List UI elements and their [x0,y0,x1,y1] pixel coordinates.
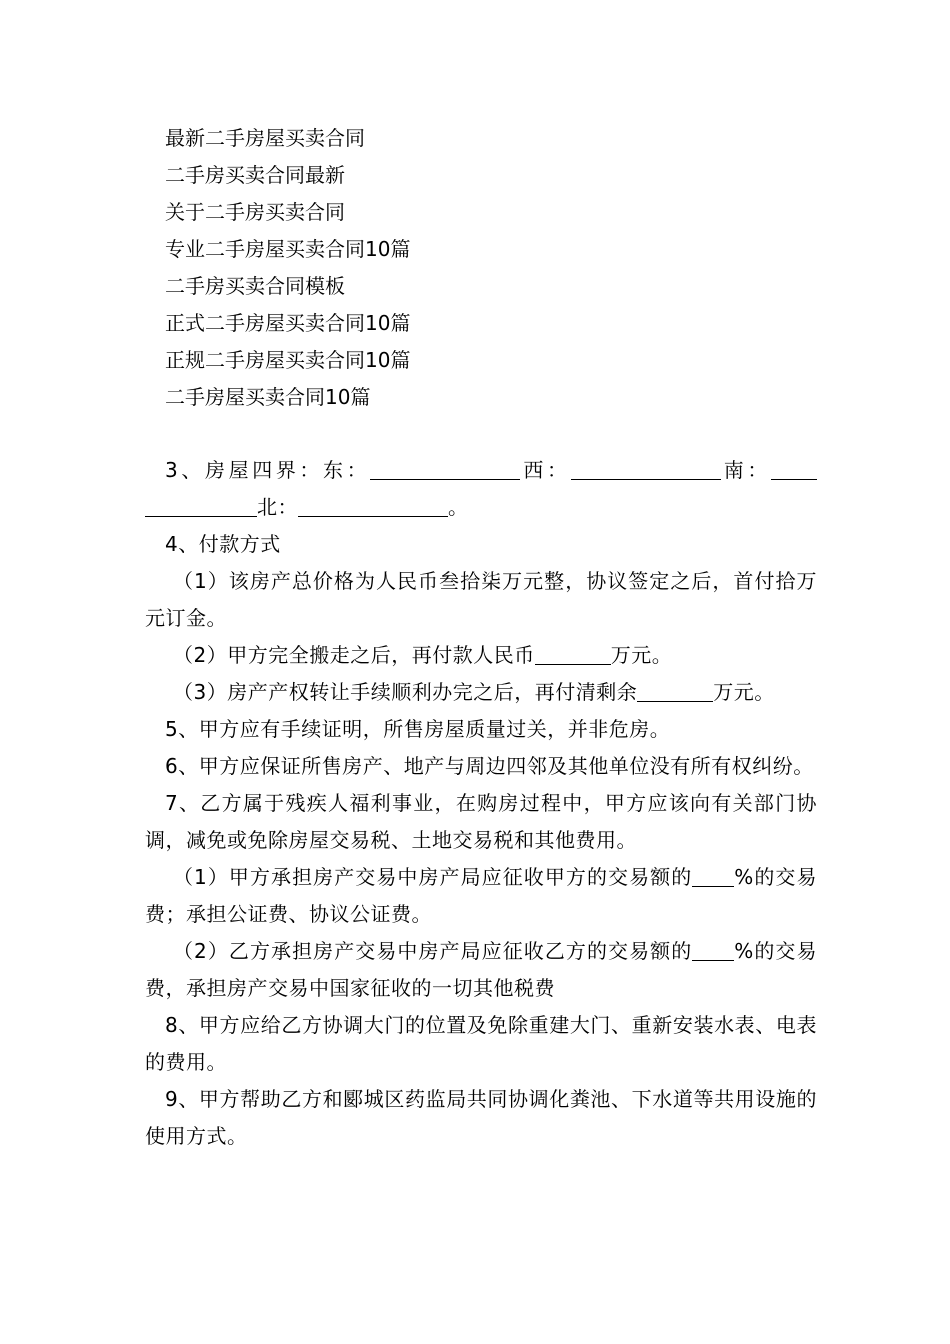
related-link[interactable]: 关于二手房买卖合同 [165,200,345,224]
related-link[interactable]: 二手房买卖合同最新 [165,163,345,187]
clause-7-item-1-post: %的交易费；承担公证费、协议公证费。 [145,865,817,926]
south-blank-cont [145,494,257,517]
clause-7: 7、乙方属于残疾人福利事业，在购房过程中，甲方应该向有关部门协调，减免或免除房屋交易税、土地交易税和其他费用。 [145,791,817,852]
clause-4-item-2-post: 万元。 [610,643,673,667]
clause-4-item-2-pre: （2）甲方完全搬走之后，再付款人民币 [173,643,535,667]
clause-8: 8、甲方应给乙方协调大门的位置及免除重建大门、重新安装水表、电表的费用。 [145,1013,817,1074]
clause-7-item-1 [145,859,817,933]
clause-3-north: 北： [257,495,298,519]
related-link[interactable]: 正规二手房屋买卖合同10篇 [165,348,411,372]
west-blank [571,457,721,480]
payment-blank-3 [637,679,713,702]
related-link[interactable]: 二手房买卖合同模板 [165,274,345,298]
clause-4-item-3-pre: （3）房产产权转让手续顺利办完之后，再付清剩余 [173,680,638,704]
clause-3-prefix: 3、房屋四界：东： [165,458,371,482]
south-blank [771,457,817,480]
clause-4-title: 4、付款方式 [165,532,281,556]
related-link[interactable]: 最新二手房屋买卖合同 [165,126,365,150]
clause-7-item-1-pre: （1）甲方承担房产交易中房产局应征收甲方的交易额的 [173,865,693,889]
clause-6: 6、甲方应保证所售房产、地产与周边四邻及其他单位没有所有权纠纷。 [165,754,814,778]
clause-4-item-3-post: 万元。 [713,680,775,704]
clause-7-item-2 [145,933,817,1007]
contract-body [145,452,817,1155]
clause-3-west: 西： [520,458,571,482]
north-blank [298,494,448,517]
clause-4-item-2 [145,637,817,674]
related-links [165,120,410,416]
related-link[interactable]: 正式二手房屋买卖合同10篇 [165,311,411,335]
clause-7-item-2-post: %的交易费，承担房产交易中国家征收的一切其他税费 [145,939,817,1000]
clause-4-item-3 [145,674,817,711]
clause-4-item-1: （1）该房产总价格为人民币叁拾柒万元整，协议签定之后，首付拾万元订金。 [145,569,817,630]
clause-3-end: 。 [448,495,469,519]
east-blank [370,457,520,480]
clause-7-item-2-pre: （2）乙方承担房产交易中房产局应征收乙方的交易额的 [173,939,693,963]
rate-blank-2 [692,938,734,961]
clause-9: 9、甲方帮助乙方和郾城区药监局共同协调化粪池、下水道等共用设施的使用方式。 [145,1087,817,1148]
clause-3-boundaries [145,452,817,526]
related-link[interactable]: 专业二手房屋买卖合同10篇 [165,237,411,261]
payment-blank-2 [535,642,611,665]
related-link[interactable]: 二手房屋买卖合同10篇 [165,385,371,409]
clause-5: 5、甲方应有手续证明，所售房屋质量过关，并非危房。 [165,717,671,741]
clause-3-south: 南： [720,458,772,482]
rate-blank-1 [692,864,734,887]
